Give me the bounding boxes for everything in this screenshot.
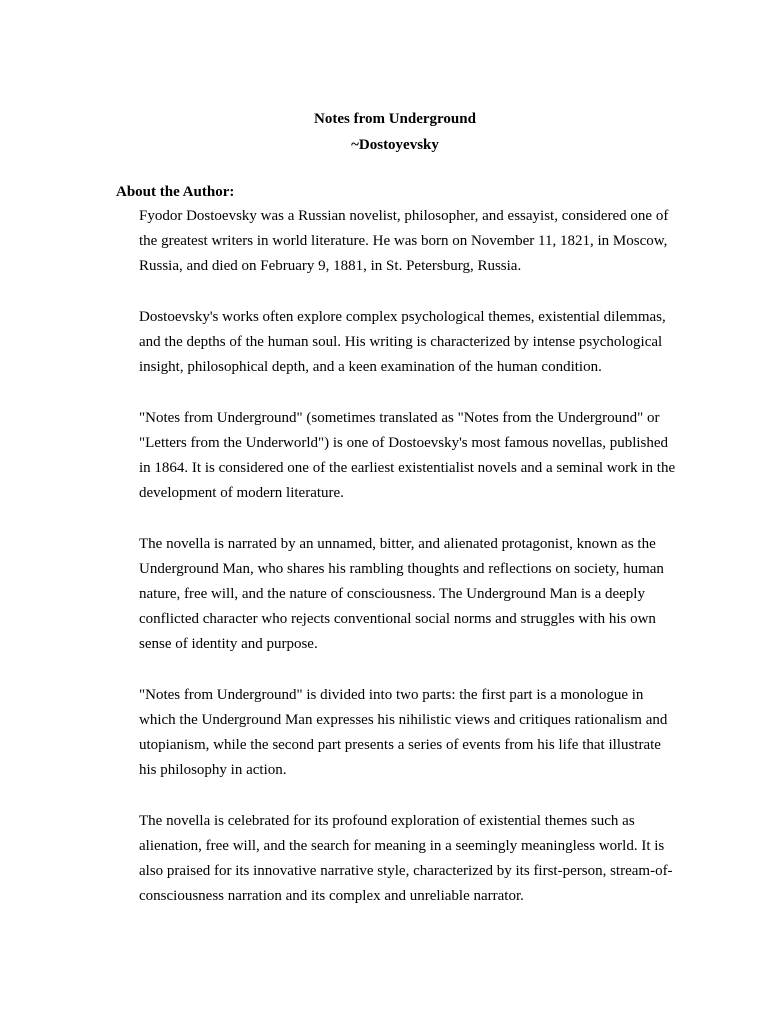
paragraph-narrator: The novella is narrated by an unnamed, bitter, and alienated protagonist, known as the Underground Man, who shares his rambling thoughts and reflections on society, human nature, free will, and the nature of consciousness. The Underground Man is a deeply conflicted character who rejects conventional social norms and struggles with his own sense of identity and purpose. [139,535,664,653]
document-body [139,204,679,935]
paragraph-novella-intro: "Notes from Underground" (sometimes translated as "Notes from the Underground" or "Letters from the Underworld") is one of Dostoevsky's most famous novellas, published in 1864. It is considered one of the earliest existentialist novels and a seminal work in the development of modern literature. [139,409,676,502]
document-title: Notes from Underground [314,111,476,127]
document-author: ~Dostoyevsky [351,137,439,153]
paragraph-biography: Fyodor Dostoevsky was a Russian novelist, philosopher, and essayist, considered one of the greatest writers in world literature. He was born on November 11, 1821, in Moscow, Russia, and died on February 9, 1881, in St. Petersburg, Russia. [139,208,669,275]
paragraph-legacy: The novella is celebrated for its profound exploration of existential themes such as alienation, free will, and the search for meaning in a seemingly meaningless world. It is also praised for its innovative narrative style, characterized by its first-person, stream-of-consciousness narration and its complex and unreliable narrator. [139,812,673,905]
title-block [0,106,768,158]
section-heading: About the Author: [116,184,235,200]
paragraph-themes: Dostoevsky's works often explore complex psychological themes, existential dilemmas, and the depths of the human soul. His writing is characterized by intense psychological insight, philosophical depth, and a keen examination of the human condition. [139,308,666,376]
paragraph-structure: "Notes from Underground" is divided into two parts: the first part is a monologue in which the Underground Man expresses his nihilistic views and critiques rationalism and utopianism, while the second part presents a series of events from his life that illustrate his philosophy in action. [139,686,668,779]
